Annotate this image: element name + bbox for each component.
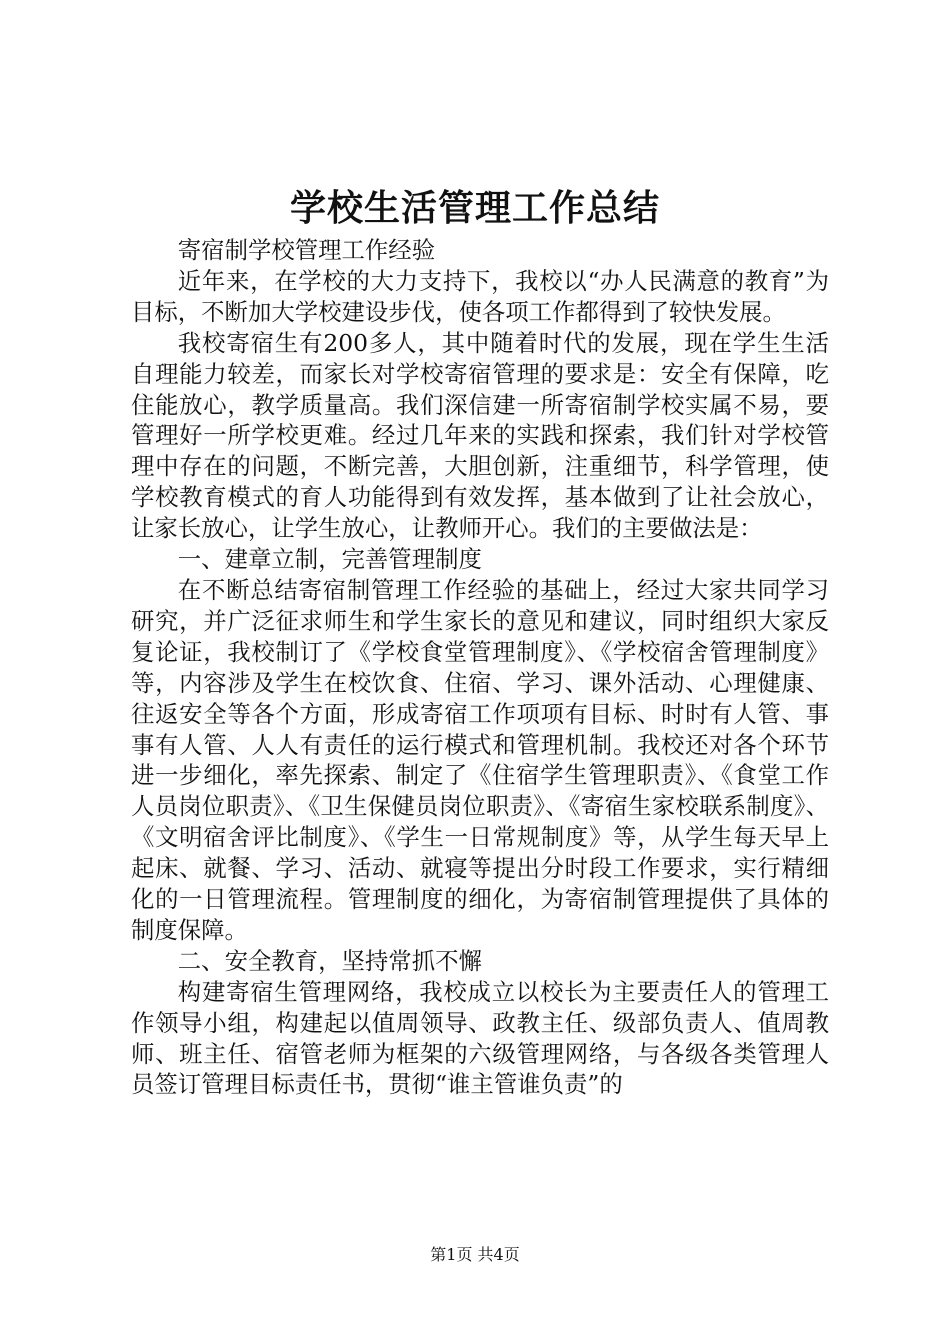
document-body xyxy=(131,235,829,1100)
paragraph-background: 我校寄宿生有200多人，其中随着时代的发展，现在学生生活自理能力较差，而家长对学校寄宿管理的要求是：安全有保障，吃住能放心，教学质量高。我们深信建一所寄宿制学校实属不易，要管理好一所学校更难。经过几年来的实践和探索，我们针对学校管理中存在的问题，不断完善，大胆创新，注重细节，科学管理，使学校教育模式的育人功能得到有效发挥，基本做到了让社会放心，让家长放心，让学生放心，让教师开心。我们的主要做法是： xyxy=(131,328,829,543)
paragraph-section-1: 在不断总结寄宿制管理工作经验的基础上，经过大家共同学习研究，并广泛征求师生和学生家长的意见和建议，同时组织大家反复论证，我校制订了《学校食堂管理制度》、《学校宿舍管理制度》等，内容涉及学生在校饮食、住宿、学习、课外活动、心理健康、往返安全等各个方面，形成寄宿工作项项有目标、时时有人管、事事有人管、人人有责任的运行模式和管理机制。我校还对各个环节进一步细化，率先探索、制定了《住宿学生管理职责》、《食堂工作人员岗位职责》、《卫生保健员岗位职责》、《寄宿生家校联系制度》、《文明宿舍评比制度》、《学生一日常规制度》等，从学生每天早上起床、就餐、学习、活动、就寝等提出分时段工作要求，实行精细化的一日管理流程。管理制度的细化，为寄宿制管理提供了具体的制度保障。 xyxy=(131,575,829,944)
section-heading-2: 二、安全教育，坚持常抓不懈 xyxy=(177,946,482,975)
page-number-footer: 第1页 共4页 xyxy=(430,1245,520,1264)
paragraph-intro: 近年来，在学校的大力支持下，我校以“办人民满意的教育”为目标，不断加大学校建设步伐，使各项工作都得到了较快发展。 xyxy=(131,266,829,326)
document-title: 学校生活管理工作总结 xyxy=(289,187,660,229)
section-heading-1: 一、建章立制，完善管理制度 xyxy=(177,545,482,574)
paragraph-section-2: 构建寄宿生管理网络，我校成立以校长为主要责任人的管理工作领导小组，构建起以值周领导、政教主任、级部负责人、值周教师、班主任、宿管老师为框架的六级管理网络，与各级各类管理人员签订管理目标责任书，贯彻“谁主管谁负责”的 xyxy=(131,977,829,1099)
paragraph-subtitle: 寄宿制学校管理工作经验 xyxy=(177,236,436,264)
